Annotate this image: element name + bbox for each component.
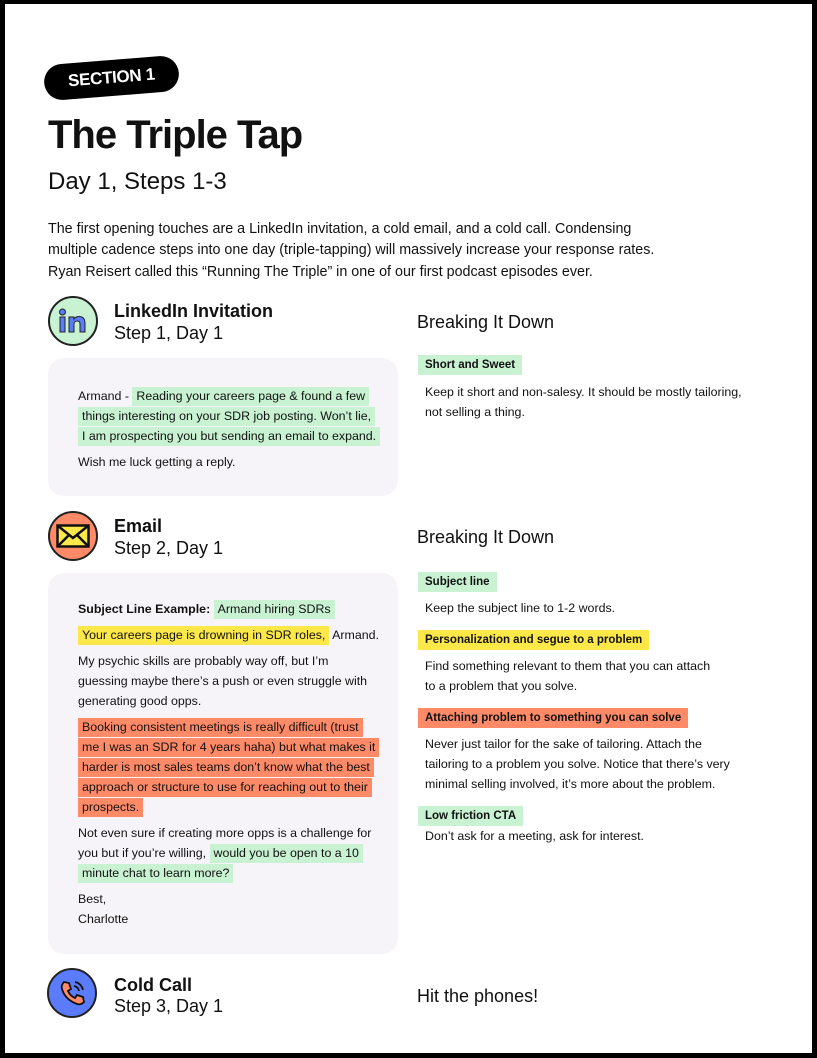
example-line (78, 671, 367, 691)
note-body-line: Keep it short and non-salesy. It should be mostly tailoring, (425, 385, 742, 399)
envelope-icon (48, 511, 98, 561)
intro-line: Ryan Reisert called this “Running The Triple” in one of our first podcast episodes ever. (48, 264, 593, 280)
page-subtitle: Day 1, Steps 1-3 (48, 168, 227, 195)
note-body-line: Never just tailor for the sake of tailoring. Attach the (425, 737, 702, 751)
example-line (78, 651, 328, 671)
example-line (78, 426, 380, 446)
highlighted-text: Reading your careers page & found a few (132, 387, 369, 406)
highlighted-text: things interesting on your SDR job posting. Won’t lie, (78, 407, 375, 426)
highlighted-text: I am prospecting you but sending an email to expand. (78, 427, 380, 446)
text-segment: you but if you’re willing, (78, 846, 210, 860)
note-body-line: to a problem that you solve. (425, 679, 578, 693)
text-segment: generating good opps. (78, 694, 202, 708)
side-heading: Hit the phones! (417, 986, 539, 1006)
text-segment: My psychic skills are probably way off, but I’m (78, 654, 329, 668)
phone-icon (47, 968, 97, 1018)
note-label: Short and Sweet (418, 355, 522, 375)
text-segment: Armand - (78, 389, 133, 403)
intro-line: multiple cadence steps into one day (triple-tapping) will massively increase your response rates. (48, 242, 655, 258)
highlighted-text: Armand hiring SDRs (214, 600, 335, 619)
note-body-line: Find something relevant to them that you can attach (425, 659, 711, 673)
note-label: Personalization and segue to a problem (418, 630, 649, 650)
text-segment: guessing maybe there’s a push or even struggle with (78, 674, 368, 688)
example-line (78, 386, 369, 406)
example-line (78, 691, 201, 711)
highlighted-text: minute chat to learn more? (78, 864, 233, 883)
text-segment: Best, (78, 892, 107, 906)
highlighted-text: would you be open to a 10 (210, 844, 363, 863)
example-line (78, 797, 143, 817)
text-segment: Charlotte (78, 912, 129, 926)
example-line (78, 823, 371, 843)
example-line (78, 625, 379, 645)
note-label: Subject line (418, 572, 497, 592)
example-line (78, 406, 375, 426)
side-heading: Breaking It Down (417, 312, 555, 332)
example-line (78, 599, 335, 619)
highlighted-text: harder is most sales teams don’t know what the best (78, 758, 374, 777)
step-title: LinkedIn Invitation (114, 301, 274, 321)
example-line (78, 909, 128, 929)
step-subtitle: Step 1, Day 1 (114, 323, 224, 343)
note-body-line: Keep the subject line to 1-2 words. (425, 601, 616, 615)
text-segment: Armand. (329, 628, 379, 642)
section-badge: SECTION 1 (43, 55, 180, 101)
highlighted-text: prospects. (78, 798, 143, 817)
highlighted-text: me I was an SDR for 4 years haha) but what makes it (78, 738, 379, 757)
text-segment: Subject Line Example: (78, 602, 214, 616)
note-body-line: not selling a thing. (425, 405, 525, 419)
example-line (78, 717, 363, 737)
note-body-line: tailoring to a problem you solve. Notice that there’s very (425, 757, 730, 771)
example-line (78, 843, 363, 863)
highlighted-text: Your careers page is drowning in SDR roles, (78, 626, 329, 645)
step-title: Email (114, 516, 163, 536)
highlighted-text: Booking consistent meetings is really difficult (trust (78, 718, 363, 737)
page-title: The Triple Tap (48, 113, 303, 157)
step-subtitle: Step 3, Day 1 (114, 996, 224, 1016)
side-heading: Breaking It Down (417, 527, 555, 547)
note-body-line: minimal selling involved, it’s more about the problem. (425, 777, 716, 791)
example-line (78, 452, 235, 472)
highlighted-text: approach or structure to use for reaching out to their (78, 778, 372, 797)
step-subtitle: Step 2, Day 1 (114, 538, 224, 558)
example-line (78, 889, 106, 909)
intro-line: The first opening touches are a LinkedIn invitation, a cold email, and a cold call. Condensing (48, 221, 632, 237)
step-title: Cold Call (114, 975, 193, 995)
text-segment: Wish me luck getting a reply. (78, 455, 236, 469)
example-line (78, 737, 379, 757)
note-label: Attaching problem to something you can solve (418, 708, 688, 728)
note-label: Low friction CTA (418, 806, 523, 826)
text-segment: Not even sure if creating more opps is a challenge for (78, 826, 372, 840)
example-line (78, 777, 372, 797)
note-body-line: Don’t ask for a meeting, ask for interest. (425, 829, 644, 843)
example-line (78, 863, 233, 883)
example-line (78, 757, 374, 777)
linkedin-icon (48, 296, 98, 346)
